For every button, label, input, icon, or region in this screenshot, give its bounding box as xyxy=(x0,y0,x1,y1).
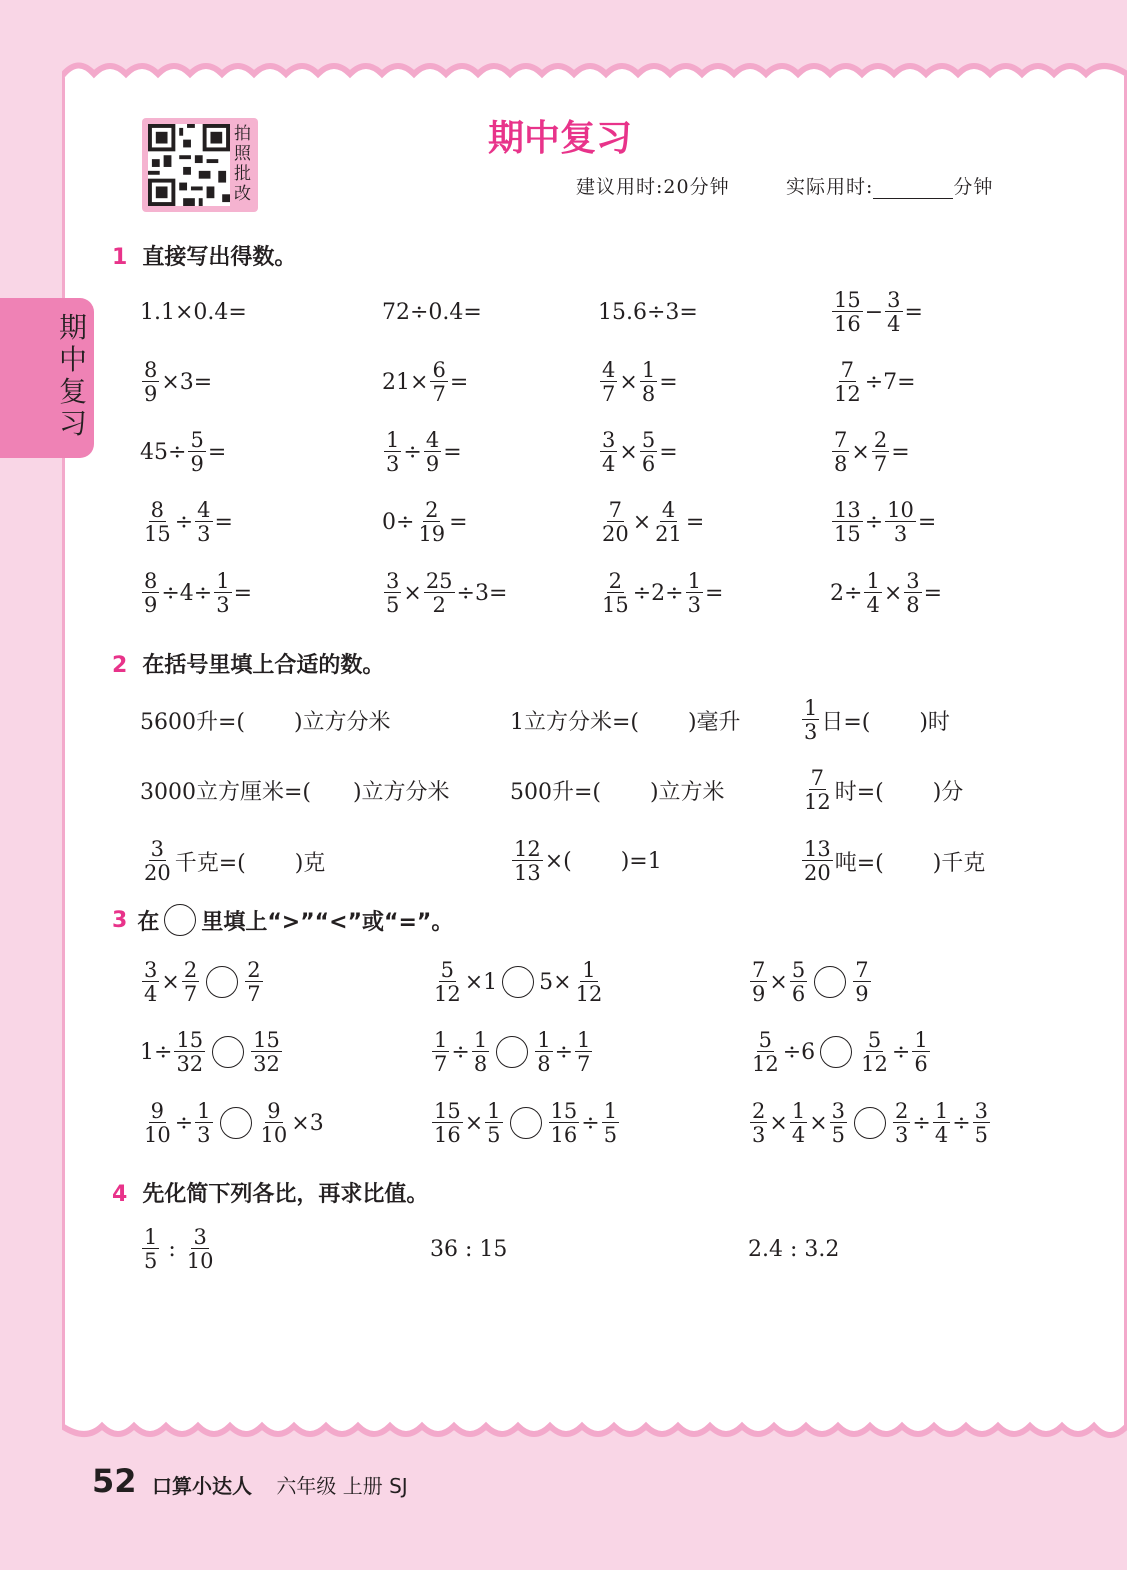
q3-item: $\frac{1}{7}$ ÷ $\frac{1}{8}$ $\frac{1}{8}$ ÷ $\frac{1}{7}$ xyxy=(434,1027,591,1076)
q1-item: 15.6÷3= xyxy=(598,299,698,325)
q4-item: 36 : 15 xyxy=(430,1236,508,1262)
answer-circle[interactable] xyxy=(212,1036,244,1068)
answer-circle[interactable] xyxy=(814,966,846,998)
actual-time-label: 实际用时: xyxy=(786,176,874,198)
book-title: 口算小达人 xyxy=(152,1474,252,1498)
actual-time xyxy=(786,172,993,199)
book-grade: 六年级 上册 SJ xyxy=(276,1474,408,1498)
q1-item: $\frac{1}{3}$ ÷ $\frac{4}{9}$ = xyxy=(386,427,462,476)
question-prompt: 在括号里填上合适的数。 xyxy=(142,653,385,678)
question-number: 2 xyxy=(112,653,128,678)
q2-item: $\frac{3}{20}$ 千克=( )克 xyxy=(144,836,326,885)
q3-item: $\frac{2}{3}$ × $\frac{1}{4}$ × $\frac{3}{5}$ $\frac{2}{3}$ ÷ $\frac{1}{4}$ ÷ $\frac{3}{5}$ xyxy=(752,1098,988,1147)
q2-item: $\frac{1}{3}$ 日=( )时 xyxy=(804,695,950,744)
question-3-heading xyxy=(112,904,453,936)
q3-item: $\frac{5}{12}$ ÷6 $\frac{5}{12}$ ÷ $\frac{1}{6}$ xyxy=(752,1027,928,1076)
actual-time-blank[interactable] xyxy=(873,178,953,199)
q1-item: $\frac{7}{8}$ × $\frac{2}{7}$ = xyxy=(834,427,910,476)
answer-circle[interactable] xyxy=(496,1036,528,1068)
answer-circle[interactable] xyxy=(820,1036,852,1068)
question-number: 3 xyxy=(112,907,128,933)
q3-item: $\frac{3}{4}$ × $\frac{2}{7}$ $\frac{2}{7}$ xyxy=(144,957,261,1006)
answer-circle[interactable] xyxy=(854,1107,886,1139)
question-prompt-post: 里填上“>”“<”或“=”。 xyxy=(201,909,454,935)
suggested-time: 建议用时:20分钟 xyxy=(576,176,730,198)
q1-item: 45÷ $\frac{5}{9}$ = xyxy=(140,427,227,476)
answer-circle[interactable] xyxy=(206,966,238,998)
q1-item: $\frac{8}{9}$ ÷4÷ $\frac{1}{3}$ = xyxy=(144,568,253,617)
q1-item: $\frac{7}{12}$ ÷7= xyxy=(834,357,916,406)
q2-item: 1立方分米=( )毫升 xyxy=(510,709,741,735)
q1-item: 21× $\frac{6}{7}$ = xyxy=(382,357,469,406)
question-prompt: 先化简下列各比，再求比值。 xyxy=(142,1182,429,1207)
q1-item: $\frac{8}{9}$ ×3= xyxy=(144,357,213,406)
q3-item: 1÷ $\frac{15}{32}$ $\frac{15}{32}$ xyxy=(140,1027,280,1076)
q2-item: 500升=( )立方米 xyxy=(510,779,725,805)
page-number: 52 xyxy=(92,1462,137,1500)
q3-item: $\frac{7}{9}$ × $\frac{5}{6}$ $\frac{7}{9}$ xyxy=(752,957,869,1006)
q1-item: 72÷0.4= xyxy=(382,299,482,325)
q1-item: $\frac{13}{15}$ ÷ $\frac{10}{3}$ = xyxy=(834,497,937,546)
q3-item: $\frac{9}{10}$ ÷ $\frac{1}{3}$ $\frac{9}{10}$ ×3 xyxy=(144,1098,324,1147)
q1-item: $\frac{3}{5}$ × $\frac{25}{2}$ ÷3= xyxy=(386,568,508,617)
q2-item: 3000立方厘米=( )立方分米 xyxy=(140,779,450,805)
q2-item: $\frac{12}{13}$ ×( )=1 xyxy=(514,836,662,885)
question-4-heading xyxy=(112,1177,428,1208)
question-2-heading xyxy=(112,648,384,679)
answer-circle[interactable] xyxy=(502,966,534,998)
q2-item: $\frac{7}{12}$ 时=( )分 xyxy=(804,765,964,814)
q3-item: $\frac{5}{12}$ ×1 5× $\frac{1}{12}$ xyxy=(434,957,603,1006)
circle-icon xyxy=(164,904,196,936)
q1-item: $\frac{4}{7}$ × $\frac{1}{8}$ = xyxy=(602,357,678,406)
question-1-heading xyxy=(112,240,296,271)
answer-circle[interactable] xyxy=(220,1107,252,1139)
q2-item: 5600升=( )立方分米 xyxy=(140,709,391,735)
q1-item: 0÷ $\frac{2}{19}$ = xyxy=(382,497,468,546)
q1-item: $\frac{7}{20}$ × $\frac{4}{21}$ = xyxy=(602,497,705,546)
q2-item: $\frac{13}{20}$ 吨=( )千克 xyxy=(804,836,986,885)
q1-item: $\frac{15}{16}$ − $\frac{3}{4}$ = xyxy=(834,287,923,336)
answer-circle[interactable] xyxy=(510,1107,542,1139)
q4-item: 2.4 : 3.2 xyxy=(748,1236,840,1262)
qr-label: 拍照批改 xyxy=(234,124,251,204)
q1-item: $\frac{3}{4}$ × $\frac{5}{6}$ = xyxy=(602,427,678,476)
actual-time-unit: 分钟 xyxy=(953,176,994,198)
question-number: 1 xyxy=(112,245,128,270)
page-title: 期中复习 xyxy=(487,117,632,159)
q4-item: $\frac{1}{5}$ : $\frac{3}{10}$ xyxy=(144,1224,214,1273)
side-tab-label: 期中复习 xyxy=(58,311,87,440)
q1-item: 2÷ $\frac{1}{4}$ × $\frac{3}{8}$ = xyxy=(830,568,943,617)
question-prompt: 直接写出得数。 xyxy=(142,245,297,270)
qr-code-icon xyxy=(148,124,230,206)
book-info xyxy=(152,1470,408,1499)
q3-item: $\frac{15}{16}$ × $\frac{1}{5}$ $\frac{15}{16}$ ÷ $\frac{1}{5}$ xyxy=(434,1098,618,1147)
q1-item: $\frac{8}{15}$ ÷ $\frac{4}{3}$ = xyxy=(144,497,233,546)
question-number: 4 xyxy=(112,1182,128,1207)
q1-item: $\frac{2}{15}$ ÷2÷ $\frac{1}{3}$ = xyxy=(602,568,724,617)
question-prompt-pre: 在 xyxy=(137,909,160,935)
q1-item: 1.1×0.4= xyxy=(140,299,247,325)
